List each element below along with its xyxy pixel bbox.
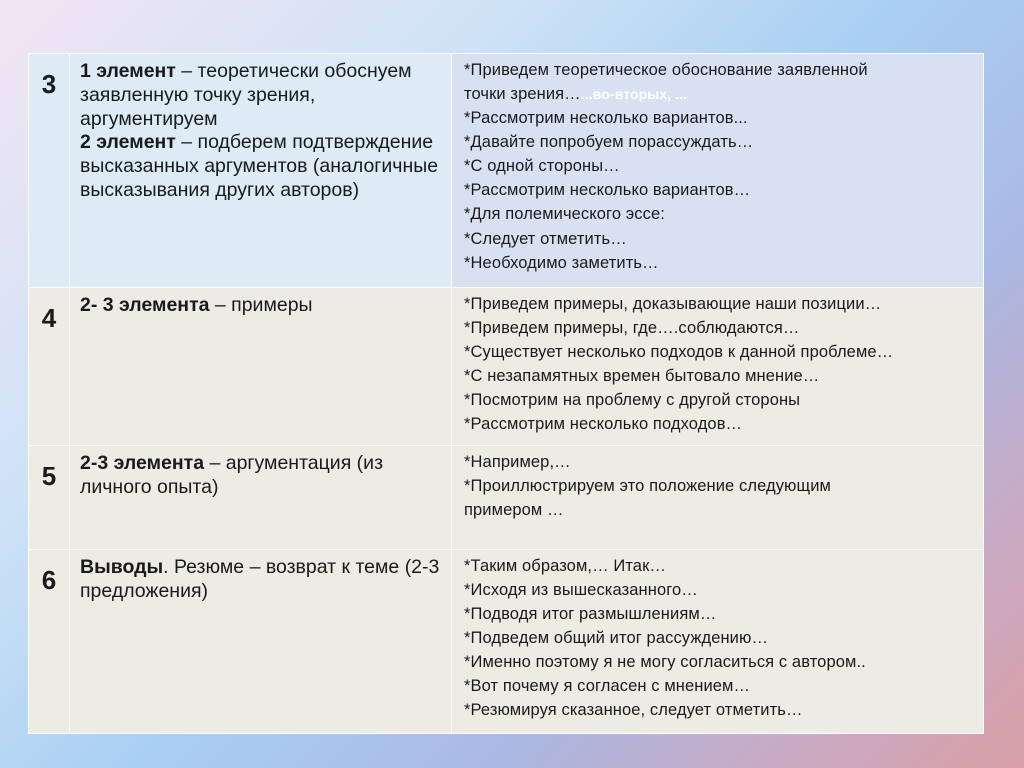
phrases-cell [452, 288, 984, 446]
phrases-cell [452, 550, 984, 734]
phrases-cell [452, 446, 984, 550]
element-description [70, 550, 452, 734]
table-row [29, 550, 984, 734]
element-title: 2- 3 элемента [80, 294, 210, 316]
phrase-line: *Вот почему я согласен с мнением… [464, 677, 751, 696]
table-row [29, 54, 984, 288]
phrase-text: точки зрения… [464, 85, 581, 104]
element-text: . Резюме – возврат к теме (2-3 предложения) [80, 556, 440, 602]
faded-phrase: ...во-вторых, ... [580, 86, 688, 103]
phrases-cell [452, 54, 984, 288]
phrase-line: *С одной стороны… [464, 157, 620, 176]
phrase-line: *С незапамятных времен бытовало мнение… [464, 367, 820, 386]
phrase-line: *Приведем примеры, где….соблюдаются… [464, 319, 800, 338]
phrase-line: *Рассмотрим несколько вариантов… [464, 181, 751, 200]
element-description [70, 288, 452, 446]
element-title: 1 элемент [80, 60, 176, 82]
element-text: – подберем подтверждение высказанных аргументов (аналогичные высказывания других авторов) [80, 131, 439, 201]
element-title: 2 элемент [80, 131, 176, 154]
phrase-line: *Например,… [464, 453, 571, 471]
phrase-line: *Проиллюстрируем это положение следующим [464, 477, 831, 496]
phrase-line: *Резюмируя сказанное, следует отметить… [464, 701, 803, 720]
element-title: 2-3 элемента [80, 452, 205, 474]
row-number: 6 [29, 550, 70, 734]
element-text: – аргументация (из личного опыта) [80, 452, 384, 498]
essay-structure-table [28, 53, 984, 734]
row-number: 3 [29, 54, 70, 288]
phrase-line: *Для полемического эссе: [464, 205, 665, 224]
phrase-line: *Рассмотрим несколько вариантов... [464, 109, 748, 128]
phrase-line: *Приведем примеры, доказывающие наши позиции… [464, 295, 882, 313]
phrase-line: *Посмотрим на проблему с другой стороны [464, 391, 801, 410]
phrase-line: *Необходимо заметить… [464, 253, 659, 272]
phrase-line: *Именно поэтому я не могу согласиться с автором.. [464, 653, 866, 672]
element-description [70, 446, 452, 550]
phrase-line: *Подводя итог размышлениям… [464, 605, 717, 624]
row-number: 4 [29, 288, 70, 446]
phrase-line: примером … [464, 501, 564, 520]
phrase-line: *Приведем теоретическое обоснование заявленной [464, 61, 868, 79]
phrase-line: *Исходя из вышесказанного… [464, 581, 698, 600]
element-description [70, 54, 452, 288]
element-title: Выводы [80, 556, 164, 578]
row-number: 5 [29, 446, 70, 550]
element-text: – примеры [209, 294, 313, 316]
phrase-line: *Существует несколько подходов к данной проблеме… [464, 343, 894, 362]
phrase-line [464, 82, 975, 106]
table-row [29, 288, 984, 446]
phrase-line: *Рассмотрим несколько подходов… [464, 415, 743, 434]
phrase-line: *Следует отметить… [464, 229, 627, 248]
table-row [29, 446, 984, 550]
phrase-line: *Давайте попробуем порассуждать… [464, 133, 754, 152]
phrase-line: *Таким образом,… Итак… [464, 557, 666, 575]
phrase-line: *Подведем общий итог рассуждению… [464, 629, 769, 648]
element-text: – теоретически обоснуем заявленную точку зрения, аргументируем [80, 60, 412, 130]
